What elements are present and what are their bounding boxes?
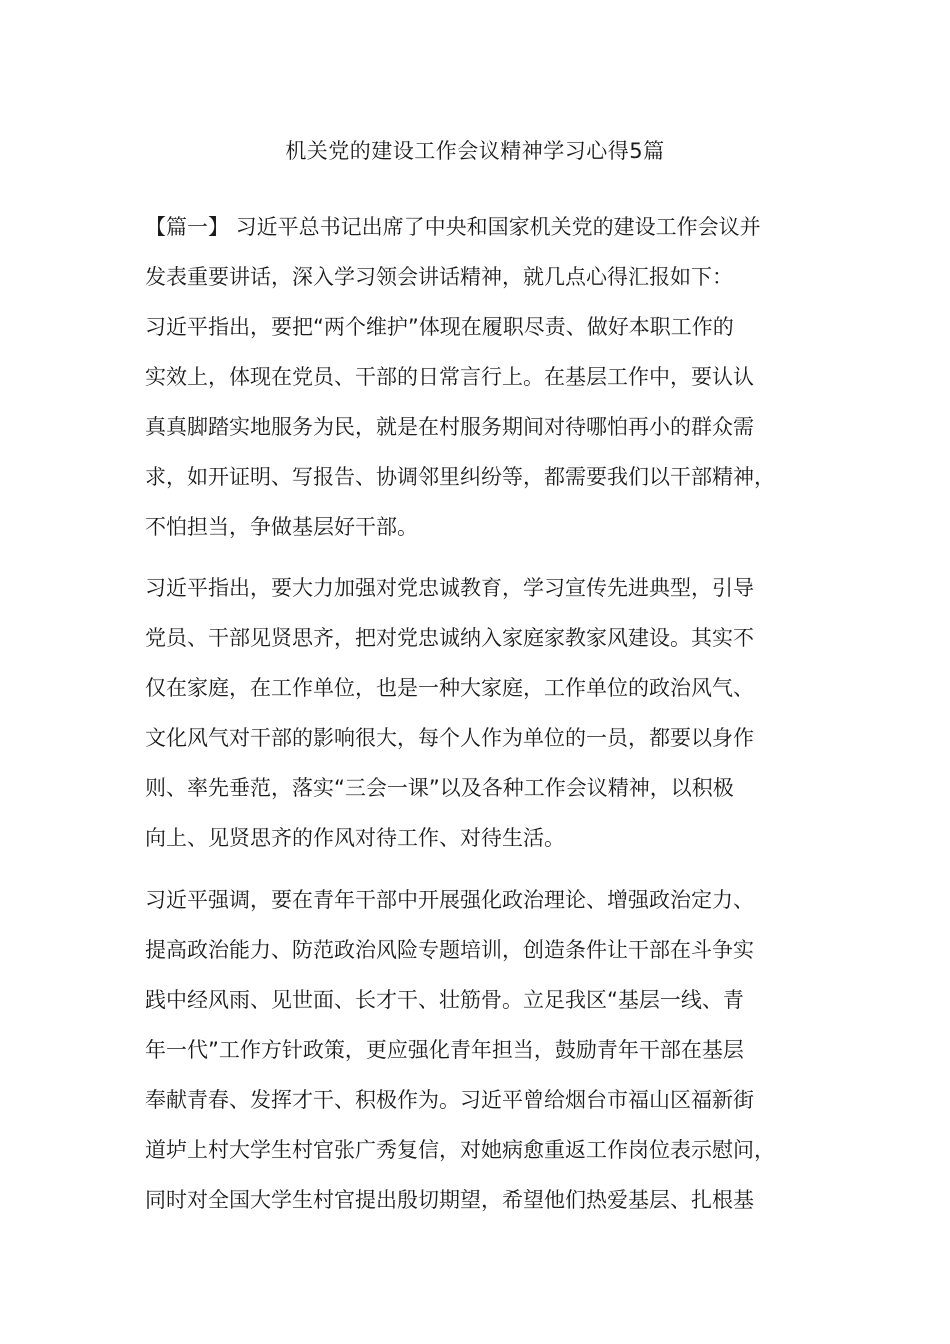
text-line: 不怕担当，争做基层好干部。 [145,515,418,539]
text-line: 道垆上村大学生村官张广秀复信，对她病愈重返工作岗位表示慰问， [145,1138,775,1162]
text-line: 仅在家庭，在工作单位，也是一种大家庭，工作单位的政治风气、 [145,676,754,700]
text-line: 奉献青春、发挥才干、积极作为。习近平曾给烟台市福山区福新街 [145,1088,754,1112]
paragraph-1 [145,202,815,552]
text-line: 习近平指出，要大力加强对党忠诚教育，学习宣传先进典型，引导 [145,576,754,600]
text-line: 【篇一】 习近平总书记出席了中央和国家机关党的建设工作会议并 [145,215,761,239]
text-line: 发表重要讲话，深入学习领会讲话精神，就几点心得汇报如下： [145,265,733,289]
text-line: 同时对全国大学生村官提出殷切期望，希望他们热爱基层、扎根基 [145,1188,754,1212]
text-line: 实效上，体现在党员、干部的日常言行上。在基层工作中，要认认 [145,365,754,389]
paragraph-2 [145,563,815,863]
text-line: 真真脚踏实地服务为民，就是在村服务期间对待哪怕再小的群众需 [145,415,754,439]
text-line: 求，如开证明、写报告、协调邻里纠纷等，都需要我们以干部精神， [145,465,775,489]
text-line: 文化风气对干部的影响很大，每个人作为单位的一员，都要以身作 [145,726,754,750]
text-line: 向上、见贤思齐的作风对待工作、对待生活。 [145,826,565,850]
text-line: 党员、干部见贤思齐，把对党忠诚纳入家庭家教家风建设。其实不 [145,626,754,650]
paragraph-3 [145,875,815,1225]
text-line: 习近平强调，要在青年干部中开展强化政治理论、增强政治定力、 [145,888,754,912]
text-line: 则、率先垂范，落实“三会一课”以及各种工作会议精神，以积极 [145,776,734,800]
document-title: 机关党的建设工作会议精神学习心得5篇 [285,139,665,163]
text-line: 践中经风雨、见世面、长才干、壮筋骨。立足我区“基层一线、青 [145,988,744,1012]
text-line: 提高政治能力、防范政治风险专题培训，创造条件让干部在斗争实 [145,938,754,962]
text-line: 习近平指出，要把“两个维护”体现在履职尽责、做好本职工作的 [145,315,734,339]
text-line: 年一代”工作方针政策，更应强化青年担当，鼓励青年干部在基层 [145,1038,744,1062]
